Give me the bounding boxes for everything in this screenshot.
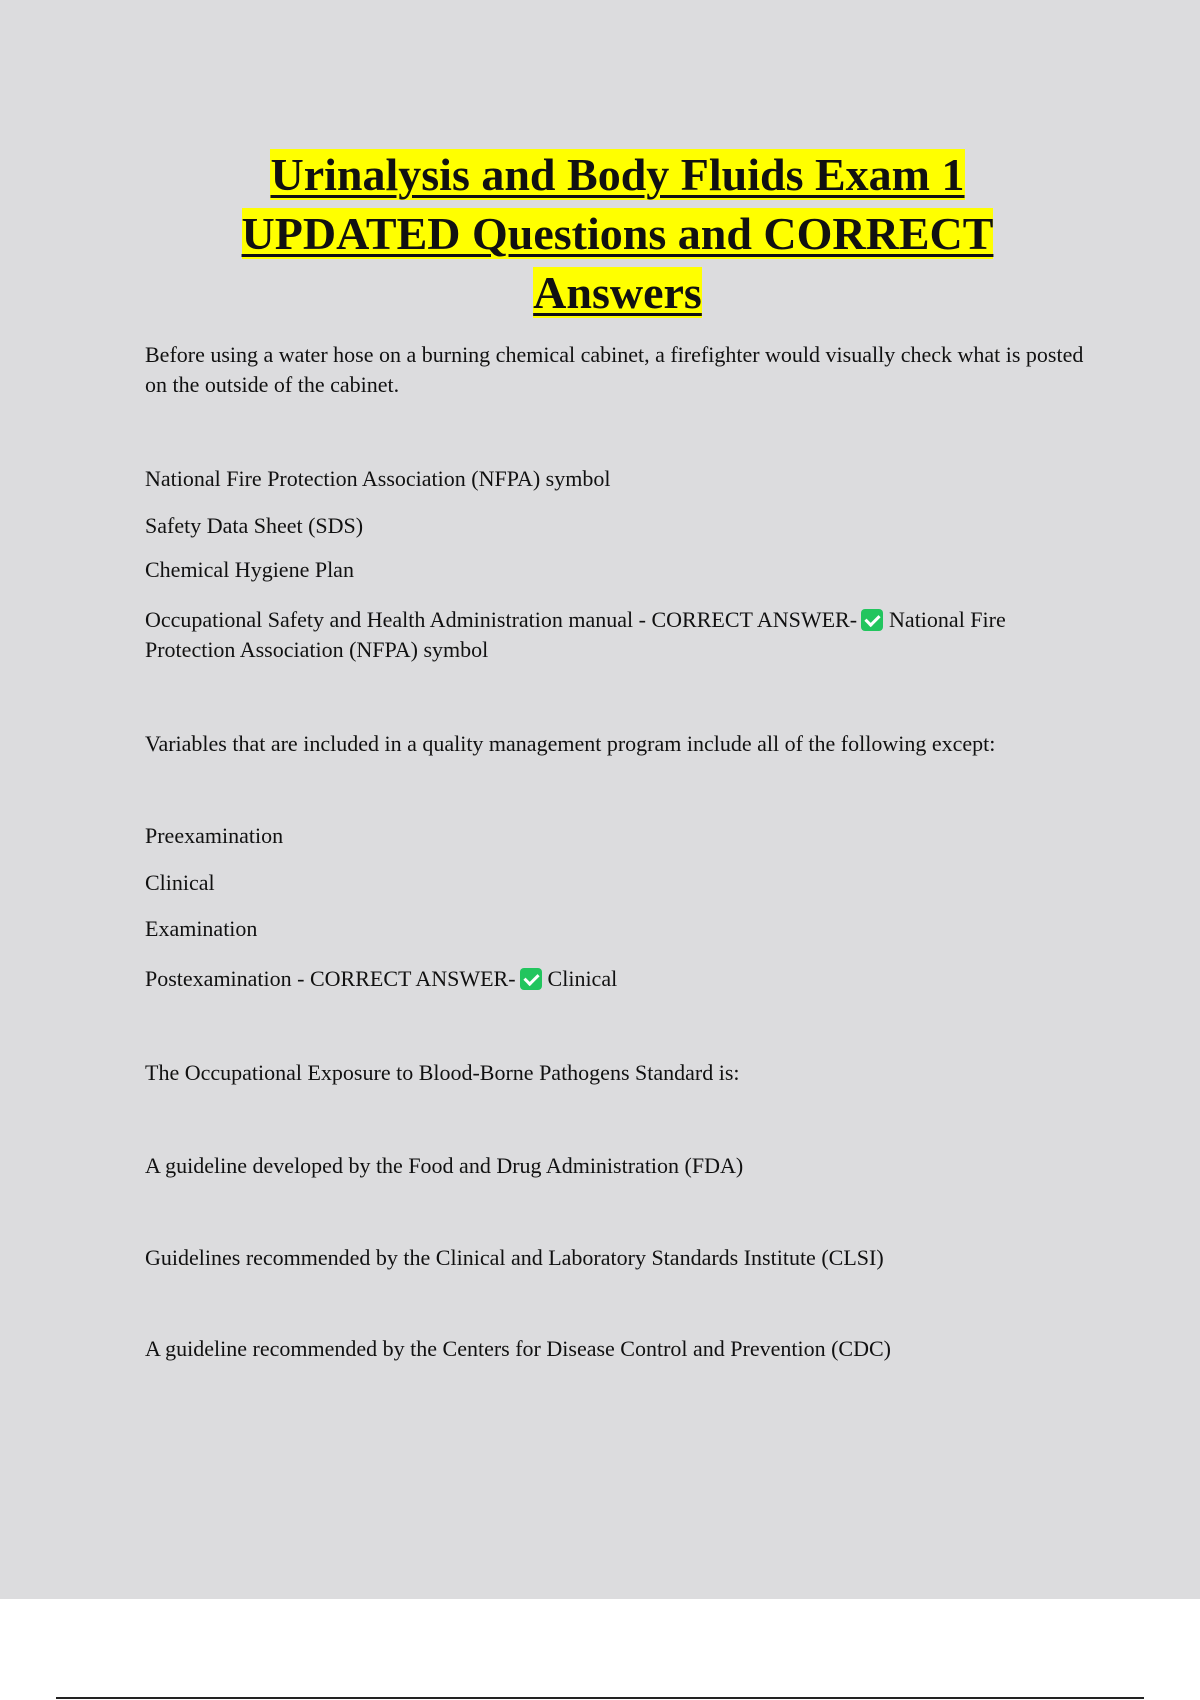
question-3-option-2: Guidelines recommended by the Clinical and Laboratory Standards Institute (CLSI) [145,1245,884,1270]
question-2-option-4-with-answer [145,964,1095,994]
question-1-option-4-with-answer [145,605,1095,665]
question-2-option-2: Clinical [145,870,215,895]
question-2-option-1: Preexamination [145,823,284,848]
check-mark-icon [520,968,542,990]
question-3-option-1: A guideline developed by the Food and Drug Administration (FDA) [145,1153,744,1178]
question-1-text: Before using a water hose on a burning chemical cabinet, a firefighter would visually check what is posted on the outside of the cabinet. [145,342,1084,397]
question-2-option-4: Postexamination - CORRECT ANSWER- [145,966,516,991]
document-title [120,145,1115,322]
question-2-option-3: Examination [145,916,258,941]
question-1-option-1: National Fire Protection Association (NFPA) symbol [145,466,611,491]
question-1-option-4: Occupational Safety and Health Administration manual - CORRECT ANSWER- [145,607,858,632]
question-2-correct-answer: Clinical [547,966,618,991]
footer-divider [56,1697,1144,1699]
title-line-3: Answers [533,267,702,318]
title-line-2: UPDATED Questions and CORRECT [241,208,994,259]
question-2-text: Variables that are included in a quality management program include all of the following except: [145,731,996,756]
question-1-correct-answer: National Fire Protection Association (NFPA) symbol [145,607,1006,662]
title-line-1: Urinalysis and Body Fluids Exam 1 [270,149,965,200]
question-1-option-3: Chemical Hygiene Plan [145,557,354,582]
question-1-option-2: Safety Data Sheet (SDS) [145,513,364,538]
question-3-text: The Occupational Exposure to Blood-Borne Pathogens Standard is: [145,1060,740,1085]
question-3-option-3: A guideline recommended by the Centers for Disease Control and Prevention (CDC) [145,1336,891,1361]
check-mark-icon [861,609,883,631]
